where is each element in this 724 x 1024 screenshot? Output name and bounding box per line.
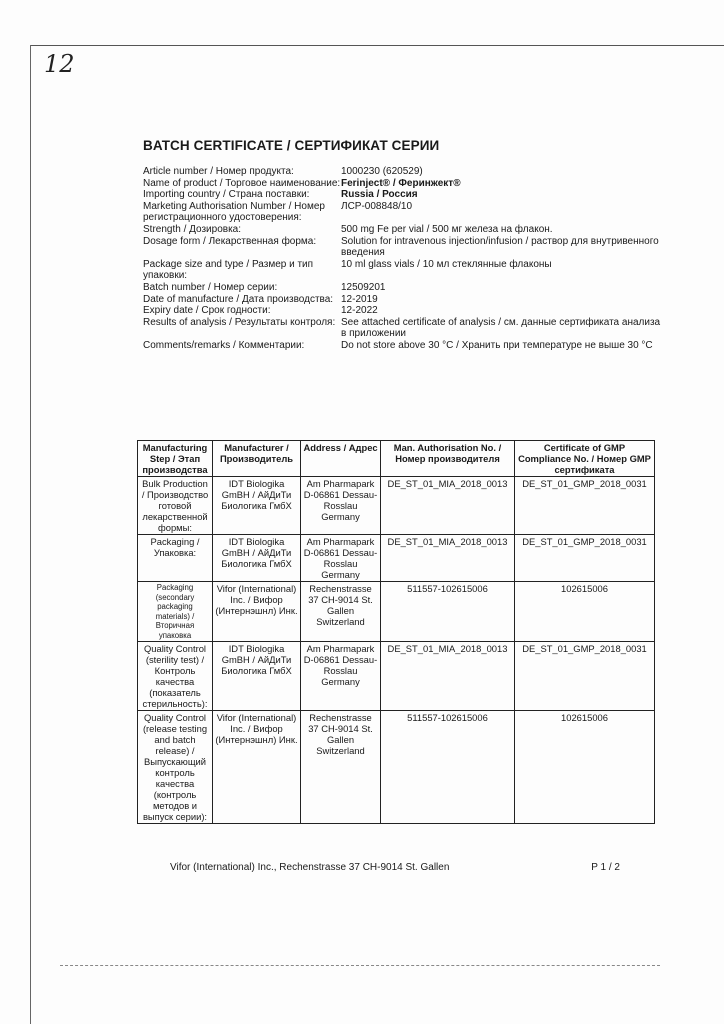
field-row	[143, 294, 663, 306]
table-row	[138, 535, 655, 582]
table-row	[138, 711, 655, 824]
table-cell: 511557-102615006	[381, 711, 515, 824]
table-cell: 102615006	[515, 711, 655, 824]
field-row	[143, 236, 663, 259]
field-value: Russia / Россия	[341, 189, 418, 201]
field-label: Dosage form / Лекарственная форма:	[143, 235, 317, 247]
field-row	[143, 282, 663, 294]
field-label: Importing country / Страна поставки:	[143, 189, 310, 201]
field-value: ЛСР-008848/10	[341, 200, 413, 212]
table-cell: Vifor (International) Inc. / Вифор (Интернэшнл) Инк.	[213, 582, 301, 642]
table-cell: Packaging / Упаковка:	[138, 535, 213, 582]
column-header: Manufacturer / Производитель	[213, 441, 301, 477]
table-cell: Packaging (secondary packaging materials) / Вторичная упаковка	[138, 582, 213, 642]
table-cell: DE_ST_01_MIA_2018_0013	[381, 642, 515, 711]
field-value: Solution for intravenous injection/infusion / раствор для внутривенного введения	[341, 235, 659, 259]
table-cell: DE_ST_01_MIA_2018_0013	[381, 477, 515, 535]
table-cell: Quality Control (sterility test) / Контроль качества (показатель стерильность):	[138, 642, 213, 711]
field-value: Ferinject® / Феринжект®	[341, 177, 461, 189]
table-cell: DE_ST_01_GMP_2018_0031	[515, 477, 655, 535]
field-label: Expiry date / Срок годности:	[143, 305, 271, 317]
table-cell: Bulk Production / Производство готовой лекарственной формы:	[138, 477, 213, 535]
column-header: Manufacturing Step / Этап производства	[138, 441, 213, 477]
table-cell: Quality Control (release testing and batch release) / Выпускающий контроль качества (контроль методов и выпуск серии):	[138, 711, 213, 824]
field-row	[143, 224, 663, 236]
column-header: Man. Authorisation No. / Номер производителя	[381, 441, 515, 477]
handwritten-page-number: 12	[44, 50, 75, 78]
field-value: Do not store above 30 °C / Хранить при температуре не выше 30 °C	[341, 339, 653, 351]
table-cell: Am Pharmapark D-06861 Dessau-Rosslau Germany	[301, 535, 381, 582]
field-row	[143, 201, 663, 224]
table-row	[138, 642, 655, 711]
field-row	[143, 340, 663, 352]
manufacturing-table	[137, 440, 655, 824]
scan-border-left	[30, 45, 31, 1024]
field-value: 12-2019	[341, 293, 378, 305]
field-value: 500 mg Fe per vial / 500 мг железа на флакон.	[341, 223, 553, 235]
table-cell: DE_ST_01_MIA_2018_0013	[381, 535, 515, 582]
table-cell: DE_ST_01_GMP_2018_0031	[515, 535, 655, 582]
field-label: Date of manufacture / Дата производства:	[143, 293, 334, 305]
table-cell: IDT Biologika GmBH / АйДиТи Биологика ГмбХ	[213, 642, 301, 711]
table-cell: IDT Biologika GmBH / АйДиТи Биологика ГмбХ	[213, 477, 301, 535]
field-row	[143, 189, 663, 201]
table-cell: Am Pharmapark D-06861 Dessau-Rosslau Germany	[301, 477, 381, 535]
table-row	[138, 477, 655, 535]
table-cell: 511557-102615006	[381, 582, 515, 642]
table-cell: Rechenstrasse 37 CH-9014 St. Gallen Switzerland	[301, 711, 381, 824]
field-row	[143, 178, 663, 190]
field-value: See attached certificate of analysis / см. данные сертификата анализа в приложении	[341, 316, 661, 340]
table-header-row	[138, 441, 655, 477]
field-value: 12-2022	[341, 305, 378, 317]
table-cell: DE_ST_01_GMP_2018_0031	[515, 642, 655, 711]
scan-border-top	[30, 45, 724, 46]
field-label: Marketing Authorisation Number / Номер регистрационного удостоверения:	[143, 200, 325, 224]
table-row	[138, 582, 655, 642]
field-label: Package size and type / Размер и тип упаковки:	[143, 258, 314, 282]
field-label: Strength / Дозировка:	[143, 223, 242, 235]
field-label: Results of analysis / Результаты контроля:	[143, 316, 336, 328]
field-value: 10 ml glass vials / 10 мл стеклянные флаконы	[341, 258, 552, 270]
footer-address: Vifor (International) Inc., Rechenstrasse 37 CH-9014 St. Gallen	[170, 862, 450, 873]
field-row	[143, 305, 663, 317]
field-row	[143, 317, 663, 340]
field-label: Batch number / Номер серии:	[143, 281, 278, 293]
field-label: Comments/remarks / Комментарии:	[143, 339, 305, 351]
field-label: Article number / Номер продукта:	[143, 166, 294, 177]
scan-border-bottom	[60, 965, 660, 966]
page-number: P 1 / 2	[591, 862, 620, 873]
table-cell: 102615006	[515, 582, 655, 642]
table-cell: IDT Biologika GmBH / АйДиТи Биологика ГмбХ	[213, 535, 301, 582]
table-cell: Am Pharmapark D-06861 Dessau-Rosslau Germany	[301, 642, 381, 711]
field-label: Name of product / Торговое наименование:	[143, 177, 341, 189]
table-cell: Rechenstrasse 37 CH-9014 St. Gallen Switzerland	[301, 582, 381, 642]
field-row	[143, 259, 663, 282]
document-title: BATCH CERTIFICATE / СЕРТИФИКАТ СЕРИИ	[143, 138, 440, 153]
column-header: Certificate of GMP Compliance No. / Номер GMP сертификата	[515, 441, 655, 477]
field-value: 1000230 (620529)	[341, 166, 423, 177]
certificate-fields	[143, 166, 663, 352]
table-cell: Vifor (International) Inc. / Вифор (Интернэшнл) Инк.	[213, 711, 301, 824]
column-header: Address / Адрес	[301, 441, 381, 477]
footer	[170, 862, 620, 873]
field-value: 12509201	[341, 281, 386, 293]
field-row	[143, 166, 663, 178]
